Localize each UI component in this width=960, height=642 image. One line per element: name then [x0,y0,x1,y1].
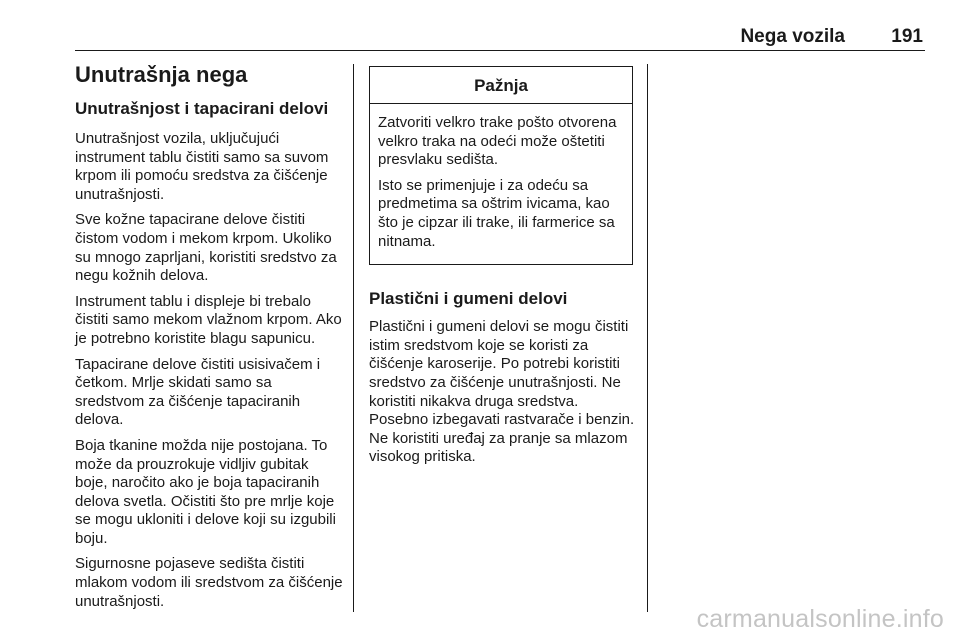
caution-body [370,104,632,264]
watermark: carmanualsonline.info [696,605,944,633]
caution-paragraph: Isto se primenjuje i za odeću sa predmetima sa oštrim ivicama, kao što je cipzar ili trake, ili farmerice sa nitnama. [378,176,615,250]
chapter-title: Unutrašnja nega [75,62,248,87]
paragraph: Plastični i gumeni delovi se mogu čistiti istim sredstvom koje se koristi za čišćenje karoserije. Po potrebi koristiti sredstvo za čišćenje unutrašnjosti. Ne koristiti nikakva druga sredstva. Posebno izbegavati rastvarače i benzin. Ne koristiti uređaj za pranje sa mlazom visokog pritiska. [369,318,635,466]
page-number: 191 [891,26,923,47]
paragraph: Tapacirane delove čistiti usisivačem i četkom. Mrlje skidati samo sa sredstvom za čišćenje tapaciranih delova. [75,355,321,429]
caution-paragraph: Zatvoriti velkro trake pošto otvorena velkro traka na odeći može oštetiti presvlaku sedišta. [378,114,617,169]
paragraph: Instrument tablu i displeje bi trebalo čistiti samo mekom vlažnom krpom. Ako je potrebno koristite blagu sapunicu. [75,292,342,347]
paragraph: Sve kožne tapacirane delove čistiti čistom vodom i mekom krpom. Ukoliko su mnogo zaprljani, koristiti sredstvo za negu kožnih delova. [75,211,337,285]
left-column [75,60,343,618]
page-header [75,24,925,51]
paragraph: Sigurnosne pojaseve sedišta čistiti mlakom vodom ili sredstvom za čišćenje unutrašnjosti. [75,555,343,610]
column-divider-right [647,64,648,612]
section-title: Nega vozila [740,26,845,47]
caution-heading: Pažnja [370,67,632,104]
section-heading-plastic: Plastični i gumeni delovi [369,289,568,309]
column-divider-left [353,64,354,612]
paragraph: Unutrašnjost vozila, uključujući instrument tablu čistiti samo sa suvom krpom ili pomoću sredstva za čišćenje unutrašnjosti. [75,130,329,203]
paragraph: Boja tkanine možda nije postojana. To može da prouzrokuje vidljiv gubitak boje, naročito ako je boja tapaciranih delova svetla. Očistiti što pre mrlje koje se mogu ukloniti i delove koji su izgubili boju. [75,436,336,547]
section-heading-interior: Unutrašnjost i tapacirani delovi [75,99,329,118]
middle-column [369,66,635,474]
caution-box [369,66,633,265]
